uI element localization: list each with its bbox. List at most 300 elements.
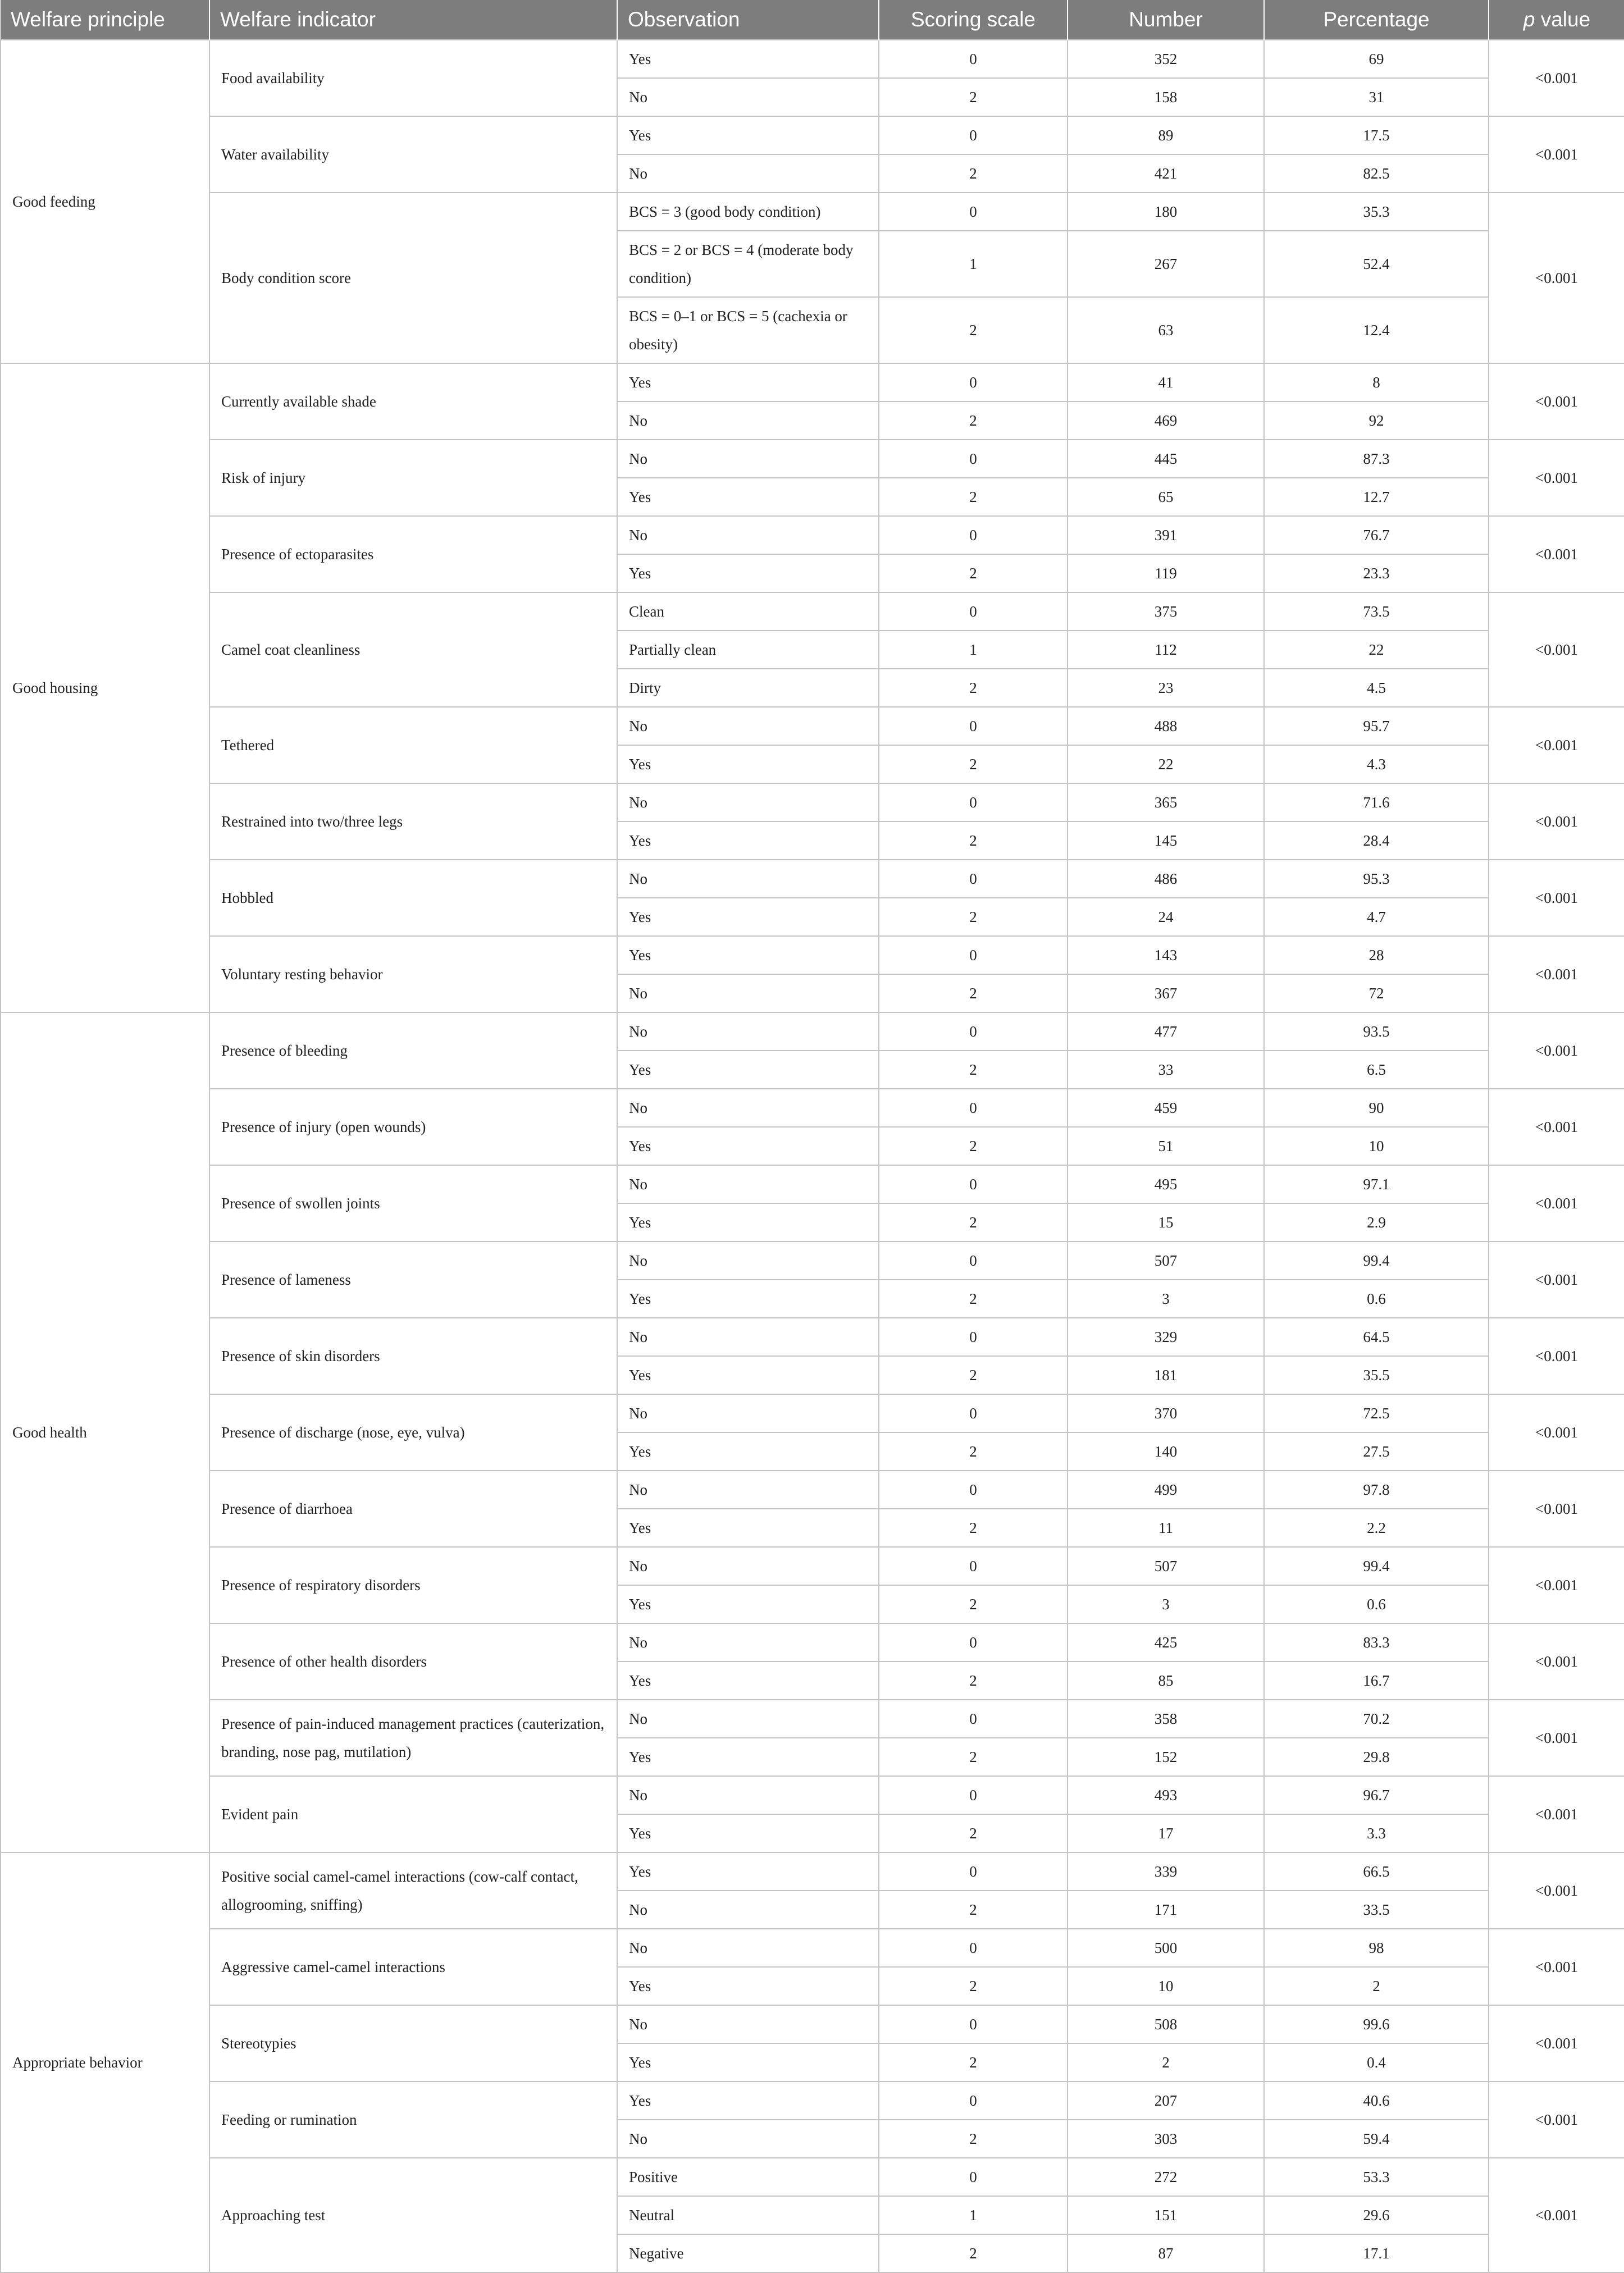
percentage-cell: 99.6 <box>1264 2005 1489 2043</box>
number-cell: 151 <box>1068 2196 1264 2234</box>
scoring-scale-cell: 0 <box>879 2158 1068 2196</box>
scoring-scale-cell: 0 <box>879 1394 1068 1432</box>
scoring-scale-cell: 2 <box>879 401 1068 440</box>
number-cell: 358 <box>1068 1700 1264 1738</box>
welfare-indicator-cell: Food availability <box>209 40 617 116</box>
percentage-cell: 96.7 <box>1264 1776 1489 1814</box>
pvalue-label: value <box>1535 8 1591 31</box>
table-row <box>1 592 1624 631</box>
scoring-scale-cell: 0 <box>879 1547 1068 1585</box>
number-cell: 140 <box>1068 1432 1264 1471</box>
observation-cell: Yes <box>617 1852 879 1891</box>
scoring-scale-cell: 2 <box>879 1051 1068 1089</box>
welfare-indicator-cell: Presence of lameness <box>209 1242 617 1318</box>
percentage-cell: 83.3 <box>1264 1623 1489 1662</box>
number-cell: 303 <box>1068 2120 1264 2158</box>
table-row <box>1 1776 1624 1814</box>
scoring-scale-cell: 2 <box>879 745 1068 783</box>
table-row <box>1 1700 1624 1738</box>
welfare-indicator-cell: Camel coat cleanliness <box>209 592 617 707</box>
scoring-scale-cell: 2 <box>879 1967 1068 2005</box>
number-cell: 329 <box>1068 1318 1264 1356</box>
scoring-scale-cell: 0 <box>879 1929 1068 1967</box>
welfare-indicator-cell: Presence of discharge (nose, eye, vulva) <box>209 1394 617 1471</box>
scoring-scale-cell: 2 <box>879 154 1068 193</box>
number-cell: 3 <box>1068 1585 1264 1623</box>
scoring-scale-cell: 0 <box>879 1318 1068 1356</box>
table-row <box>1 783 1624 821</box>
col-header-pvalue <box>1489 0 1624 40</box>
scoring-scale-cell: 0 <box>879 1700 1068 1738</box>
percentage-cell: 2 <box>1264 1967 1489 2005</box>
welfare-indicator-cell: Voluntary resting behavior <box>209 936 617 1012</box>
table-row <box>1 193 1624 231</box>
scoring-scale-cell: 0 <box>879 1776 1068 1814</box>
percentage-cell: 28.4 <box>1264 821 1489 860</box>
number-cell: 391 <box>1068 516 1264 554</box>
observation-cell: Neutral <box>617 2196 879 2234</box>
welfare-principle-cell: Good feeding <box>1 40 209 363</box>
percentage-cell: 95.3 <box>1264 860 1489 898</box>
number-cell: 507 <box>1068 1242 1264 1280</box>
number-cell: 119 <box>1068 554 1264 592</box>
scoring-scale-cell: 2 <box>879 1127 1068 1165</box>
observation-cell: Yes <box>617 1738 879 1776</box>
number-cell: 158 <box>1068 78 1264 116</box>
number-cell: 2 <box>1068 2043 1264 2082</box>
percentage-cell: 99.4 <box>1264 1547 1489 1585</box>
number-cell: 10 <box>1068 1967 1264 2005</box>
percentage-cell: 2.9 <box>1264 1203 1489 1242</box>
col-header-observation: Observation <box>617 0 879 40</box>
header-row <box>1 0 1624 40</box>
percentage-cell: 4.5 <box>1264 669 1489 707</box>
percentage-cell: 59.4 <box>1264 2120 1489 2158</box>
welfare-indicator-cell: Presence of diarrhoea <box>209 1471 617 1547</box>
number-cell: 152 <box>1068 1738 1264 1776</box>
number-cell: 486 <box>1068 860 1264 898</box>
welfare-principle-cell: Good health <box>1 1012 209 1852</box>
scoring-scale-cell: 0 <box>879 2005 1068 2043</box>
scoring-scale-cell: 2 <box>879 1814 1068 1852</box>
scoring-scale-cell: 2 <box>879 1585 1068 1623</box>
percentage-cell: 0.4 <box>1264 2043 1489 2082</box>
table-row <box>1 860 1624 898</box>
p-value-cell: <0.001 <box>1489 1623 1624 1700</box>
scoring-scale-cell: 2 <box>879 297 1068 363</box>
scoring-scale-cell: 0 <box>879 40 1068 78</box>
observation-cell: No <box>617 1929 879 1967</box>
p-value-cell: <0.001 <box>1489 1776 1624 1852</box>
observation-cell: No <box>617 1891 879 1929</box>
observation-cell: Yes <box>617 1203 879 1242</box>
scoring-scale-cell: 2 <box>879 1662 1068 1700</box>
percentage-cell: 70.2 <box>1264 1700 1489 1738</box>
number-cell: 171 <box>1068 1891 1264 1929</box>
p-value-cell: <0.001 <box>1489 1700 1624 1776</box>
observation-cell: Partially clean <box>617 631 879 669</box>
observation-cell: Dirty <box>617 669 879 707</box>
observation-cell: No <box>617 401 879 440</box>
col-header-scoring: Scoring scale <box>879 0 1068 40</box>
scoring-scale-cell: 0 <box>879 707 1068 745</box>
observation-cell: No <box>617 1471 879 1509</box>
observation-cell: Yes <box>617 1814 879 1852</box>
observation-cell: Yes <box>617 1585 879 1623</box>
p-value-cell: <0.001 <box>1489 2005 1624 2082</box>
number-cell: 17 <box>1068 1814 1264 1852</box>
observation-cell: Yes <box>617 745 879 783</box>
percentage-cell: 40.6 <box>1264 2082 1489 2120</box>
observation-cell: No <box>617 516 879 554</box>
welfare-indicator-cell: Tethered <box>209 707 617 783</box>
observation-cell: Yes <box>617 1356 879 1394</box>
number-cell: 15 <box>1068 1203 1264 1242</box>
observation-cell: No <box>617 2120 879 2158</box>
percentage-cell: 12.7 <box>1264 478 1489 516</box>
number-cell: 365 <box>1068 783 1264 821</box>
table-row <box>1 1165 1624 1203</box>
percentage-cell: 93.5 <box>1264 1012 1489 1051</box>
percentage-cell: 29.8 <box>1264 1738 1489 1776</box>
welfare-indicator-cell: Water availability <box>209 116 617 193</box>
observation-cell: BCS = 2 or BCS = 4 (moderate body condition) <box>617 231 879 297</box>
table-row <box>1 516 1624 554</box>
number-cell: 488 <box>1068 707 1264 745</box>
percentage-cell: 73.5 <box>1264 592 1489 631</box>
welfare-indicator-cell: Presence of bleeding <box>209 1012 617 1089</box>
number-cell: 41 <box>1068 363 1264 401</box>
percentage-cell: 22 <box>1264 631 1489 669</box>
scoring-scale-cell: 0 <box>879 193 1068 231</box>
percentage-cell: 35.5 <box>1264 1356 1489 1394</box>
number-cell: 469 <box>1068 401 1264 440</box>
number-cell: 3 <box>1068 1280 1264 1318</box>
number-cell: 87 <box>1068 2234 1264 2272</box>
p-value-cell: <0.001 <box>1489 1852 1624 1929</box>
observation-cell: Yes <box>617 40 879 78</box>
table-row <box>1 1471 1624 1509</box>
p-value-cell: <0.001 <box>1489 1089 1624 1165</box>
percentage-cell: 10 <box>1264 1127 1489 1165</box>
percentage-cell: 8 <box>1264 363 1489 401</box>
number-cell: 375 <box>1068 592 1264 631</box>
table-row <box>1 363 1624 401</box>
p-value-cell: <0.001 <box>1489 592 1624 707</box>
welfare-indicator-cell: Approaching test <box>209 2158 617 2272</box>
p-value-cell: <0.001 <box>1489 1471 1624 1547</box>
percentage-cell: 2.2 <box>1264 1509 1489 1547</box>
scoring-scale-cell: 2 <box>879 1432 1068 1471</box>
observation-cell: Yes <box>617 1432 879 1471</box>
number-cell: 65 <box>1068 478 1264 516</box>
percentage-cell: 97.1 <box>1264 1165 1489 1203</box>
percentage-cell: 6.5 <box>1264 1051 1489 1089</box>
percentage-cell: 4.7 <box>1264 898 1489 936</box>
observation-cell: Yes <box>617 898 879 936</box>
percentage-cell: 0.6 <box>1264 1280 1489 1318</box>
observation-cell: Yes <box>617 936 879 974</box>
observation-cell: Yes <box>617 2082 879 2120</box>
observation-cell: No <box>617 1547 879 1585</box>
p-value-cell: <0.001 <box>1489 2158 1624 2272</box>
observation-cell: No <box>617 1700 879 1738</box>
scoring-scale-cell: 2 <box>879 1280 1068 1318</box>
percentage-cell: 52.4 <box>1264 231 1489 297</box>
observation-cell: Negative <box>617 2234 879 2272</box>
number-cell: 508 <box>1068 2005 1264 2043</box>
number-cell: 493 <box>1068 1776 1264 1814</box>
welfare-indicator-cell: Presence of skin disorders <box>209 1318 617 1394</box>
percentage-cell: 64.5 <box>1264 1318 1489 1356</box>
observation-cell: No <box>617 154 879 193</box>
p-value-cell: <0.001 <box>1489 707 1624 783</box>
observation-cell: Positive <box>617 2158 879 2196</box>
observation-cell: No <box>617 783 879 821</box>
scoring-scale-cell: 0 <box>879 363 1068 401</box>
observation-cell: No <box>617 1776 879 1814</box>
observation-cell: No <box>617 860 879 898</box>
percentage-cell: 82.5 <box>1264 154 1489 193</box>
scoring-scale-cell: 0 <box>879 1852 1068 1891</box>
scoring-scale-cell: 2 <box>879 1738 1068 1776</box>
table-header <box>1 0 1624 40</box>
number-cell: 51 <box>1068 1127 1264 1165</box>
scoring-scale-cell: 0 <box>879 936 1068 974</box>
percentage-cell: 53.3 <box>1264 2158 1489 2196</box>
percentage-cell: 66.5 <box>1264 1852 1489 1891</box>
observation-cell: Yes <box>617 116 879 154</box>
table-row <box>1 1318 1624 1356</box>
percentage-cell: 72 <box>1264 974 1489 1012</box>
welfare-indicator-cell: Risk of injury <box>209 440 617 516</box>
observation-cell: No <box>617 1394 879 1432</box>
number-cell: 23 <box>1068 669 1264 707</box>
table-row <box>1 1852 1624 1891</box>
number-cell: 85 <box>1068 1662 1264 1700</box>
percentage-cell: 31 <box>1264 78 1489 116</box>
percentage-cell: 76.7 <box>1264 516 1489 554</box>
number-cell: 507 <box>1068 1547 1264 1585</box>
p-value-cell: <0.001 <box>1489 1242 1624 1318</box>
number-cell: 180 <box>1068 193 1264 231</box>
p-value-cell: <0.001 <box>1489 1394 1624 1471</box>
p-value-cell: <0.001 <box>1489 783 1624 860</box>
percentage-cell: 4.3 <box>1264 745 1489 783</box>
observation-cell: No <box>617 440 879 478</box>
percentage-cell: 23.3 <box>1264 554 1489 592</box>
table-row <box>1 1623 1624 1662</box>
p-value-cell: <0.001 <box>1489 363 1624 440</box>
scoring-scale-cell: 2 <box>879 1509 1068 1547</box>
table-row <box>1 1394 1624 1432</box>
welfare-principle-cell: Good housing <box>1 363 209 1012</box>
percentage-cell: 90 <box>1264 1089 1489 1127</box>
number-cell: 89 <box>1068 116 1264 154</box>
scoring-scale-cell: 0 <box>879 1165 1068 1203</box>
table-row <box>1 2005 1624 2043</box>
number-cell: 63 <box>1068 297 1264 363</box>
number-cell: 477 <box>1068 1012 1264 1051</box>
scoring-scale-cell: 0 <box>879 1623 1068 1662</box>
number-cell: 145 <box>1068 821 1264 860</box>
p-value-cell: <0.001 <box>1489 440 1624 516</box>
percentage-cell: 33.5 <box>1264 1891 1489 1929</box>
welfare-indicator-cell: Hobbled <box>209 860 617 936</box>
observation-cell: No <box>617 2005 879 2043</box>
p-value-cell: <0.001 <box>1489 1929 1624 2005</box>
percentage-cell: 28 <box>1264 936 1489 974</box>
number-cell: 339 <box>1068 1852 1264 1891</box>
scoring-scale-cell: 1 <box>879 2196 1068 2234</box>
scoring-scale-cell: 2 <box>879 2120 1068 2158</box>
scoring-scale-cell: 0 <box>879 1012 1068 1051</box>
p-value-cell: <0.001 <box>1489 936 1624 1012</box>
scoring-scale-cell: 0 <box>879 592 1068 631</box>
welfare-indicator-cell: Stereotypies <box>209 2005 617 2082</box>
welfare-indicator-cell: Feeding or rumination <box>209 2082 617 2158</box>
observation-cell: Yes <box>617 554 879 592</box>
observation-cell: Yes <box>617 1662 879 1700</box>
number-cell: 495 <box>1068 1165 1264 1203</box>
table-row <box>1 2082 1624 2120</box>
scoring-scale-cell: 2 <box>879 898 1068 936</box>
scoring-scale-cell: 0 <box>879 1242 1068 1280</box>
number-cell: 421 <box>1068 154 1264 193</box>
scoring-scale-cell: 2 <box>879 1203 1068 1242</box>
percentage-cell: 95.7 <box>1264 707 1489 745</box>
observation-cell: Yes <box>617 1509 879 1547</box>
scoring-scale-cell: 0 <box>879 2082 1068 2120</box>
welfare-indicator-cell: Restrained into two/three legs <box>209 783 617 860</box>
col-header-number: Number <box>1068 0 1264 40</box>
scoring-scale-cell: 2 <box>879 554 1068 592</box>
scoring-scale-cell: 2 <box>879 1891 1068 1929</box>
observation-cell: BCS = 3 (good body condition) <box>617 193 879 231</box>
observation-cell: No <box>617 1623 879 1662</box>
table-row <box>1 1242 1624 1280</box>
observation-cell: No <box>617 1318 879 1356</box>
percentage-cell: 17.5 <box>1264 116 1489 154</box>
scoring-scale-cell: 0 <box>879 1471 1068 1509</box>
observation-cell: Yes <box>617 478 879 516</box>
welfare-indicator-cell: Aggressive camel-camel interactions <box>209 1929 617 2005</box>
observation-cell: Yes <box>617 2043 879 2082</box>
number-cell: 500 <box>1068 1929 1264 1967</box>
scoring-scale-cell: 0 <box>879 860 1068 898</box>
pvalue-italic: p <box>1523 8 1535 31</box>
welfare-indicator-cell: Presence of pain-induced management practices (cauterization, branding, nose pag, mutilation) <box>209 1700 617 1776</box>
col-header-indicator: Welfare indicator <box>209 0 617 40</box>
scoring-scale-cell: 2 <box>879 669 1068 707</box>
table-row <box>1 707 1624 745</box>
table-row <box>1 2158 1624 2196</box>
percentage-cell: 98 <box>1264 1929 1489 1967</box>
percentage-cell: 35.3 <box>1264 193 1489 231</box>
p-value-cell: <0.001 <box>1489 116 1624 193</box>
number-cell: 425 <box>1068 1623 1264 1662</box>
scoring-scale-cell: 1 <box>879 631 1068 669</box>
observation-cell: Yes <box>617 1967 879 2005</box>
number-cell: 445 <box>1068 440 1264 478</box>
welfare-indicator-cell: Presence of respiratory disorders <box>209 1547 617 1623</box>
observation-cell: BCS = 0–1 or BCS = 5 (cachexia or obesity) <box>617 297 879 363</box>
scoring-scale-cell: 0 <box>879 1089 1068 1127</box>
percentage-cell: 27.5 <box>1264 1432 1489 1471</box>
p-value-cell: <0.001 <box>1489 193 1624 363</box>
observation-cell: No <box>617 1242 879 1280</box>
observation-cell: No <box>617 1012 879 1051</box>
observation-cell: No <box>617 707 879 745</box>
percentage-cell: 87.3 <box>1264 440 1489 478</box>
scoring-scale-cell: 2 <box>879 2043 1068 2082</box>
number-cell: 272 <box>1068 2158 1264 2196</box>
p-value-cell: <0.001 <box>1489 40 1624 116</box>
percentage-cell: 99.4 <box>1264 1242 1489 1280</box>
number-cell: 267 <box>1068 231 1264 297</box>
welfare-indicator-cell: Presence of injury (open wounds) <box>209 1089 617 1165</box>
observation-cell: Yes <box>617 1127 879 1165</box>
scoring-scale-cell: 2 <box>879 1356 1068 1394</box>
number-cell: 181 <box>1068 1356 1264 1394</box>
welfare-indicator-cell: Positive social camel-camel interactions (cow-calf contact, allogrooming, sniffing) <box>209 1852 617 1929</box>
percentage-cell: 16.7 <box>1264 1662 1489 1700</box>
scoring-scale-cell: 2 <box>879 2234 1068 2272</box>
col-header-principle: Welfare principle <box>1 0 209 40</box>
percentage-cell: 92 <box>1264 401 1489 440</box>
p-value-cell: <0.001 <box>1489 1318 1624 1394</box>
welfare-indicator-cell: Presence of swollen joints <box>209 1165 617 1242</box>
observation-cell: Yes <box>617 1051 879 1089</box>
observation-cell: Yes <box>617 363 879 401</box>
table-row <box>1 40 1624 78</box>
observation-cell: No <box>617 78 879 116</box>
observation-cell: Yes <box>617 821 879 860</box>
number-cell: 11 <box>1068 1509 1264 1547</box>
welfare-indicator-cell: Evident pain <box>209 1776 617 1852</box>
observation-cell: No <box>617 1165 879 1203</box>
scoring-scale-cell: 2 <box>879 974 1068 1012</box>
observation-cell: Clean <box>617 592 879 631</box>
p-value-cell: <0.001 <box>1489 860 1624 936</box>
percentage-cell: 3.3 <box>1264 1814 1489 1852</box>
percentage-cell: 17.1 <box>1264 2234 1489 2272</box>
table-row <box>1 936 1624 974</box>
table-row <box>1 440 1624 478</box>
p-value-cell: <0.001 <box>1489 1165 1624 1242</box>
table-row <box>1 1089 1624 1127</box>
number-cell: 143 <box>1068 936 1264 974</box>
percentage-cell: 71.6 <box>1264 783 1489 821</box>
percentage-cell: 69 <box>1264 40 1489 78</box>
table-row <box>1 1929 1624 1967</box>
welfare-principle-cell: Appropriate behavior <box>1 1852 209 2272</box>
scoring-scale-cell: 0 <box>879 783 1068 821</box>
table-row <box>1 116 1624 154</box>
p-value-cell: <0.001 <box>1489 2082 1624 2158</box>
number-cell: 24 <box>1068 898 1264 936</box>
p-value-cell: <0.001 <box>1489 516 1624 592</box>
p-value-cell: <0.001 <box>1489 1547 1624 1623</box>
number-cell: 370 <box>1068 1394 1264 1432</box>
scoring-scale-cell: 2 <box>879 821 1068 860</box>
percentage-cell: 12.4 <box>1264 297 1489 363</box>
welfare-indicator-cell: Body condition score <box>209 193 617 363</box>
number-cell: 22 <box>1068 745 1264 783</box>
scoring-scale-cell: 2 <box>879 78 1068 116</box>
number-cell: 33 <box>1068 1051 1264 1089</box>
percentage-cell: 0.6 <box>1264 1585 1489 1623</box>
